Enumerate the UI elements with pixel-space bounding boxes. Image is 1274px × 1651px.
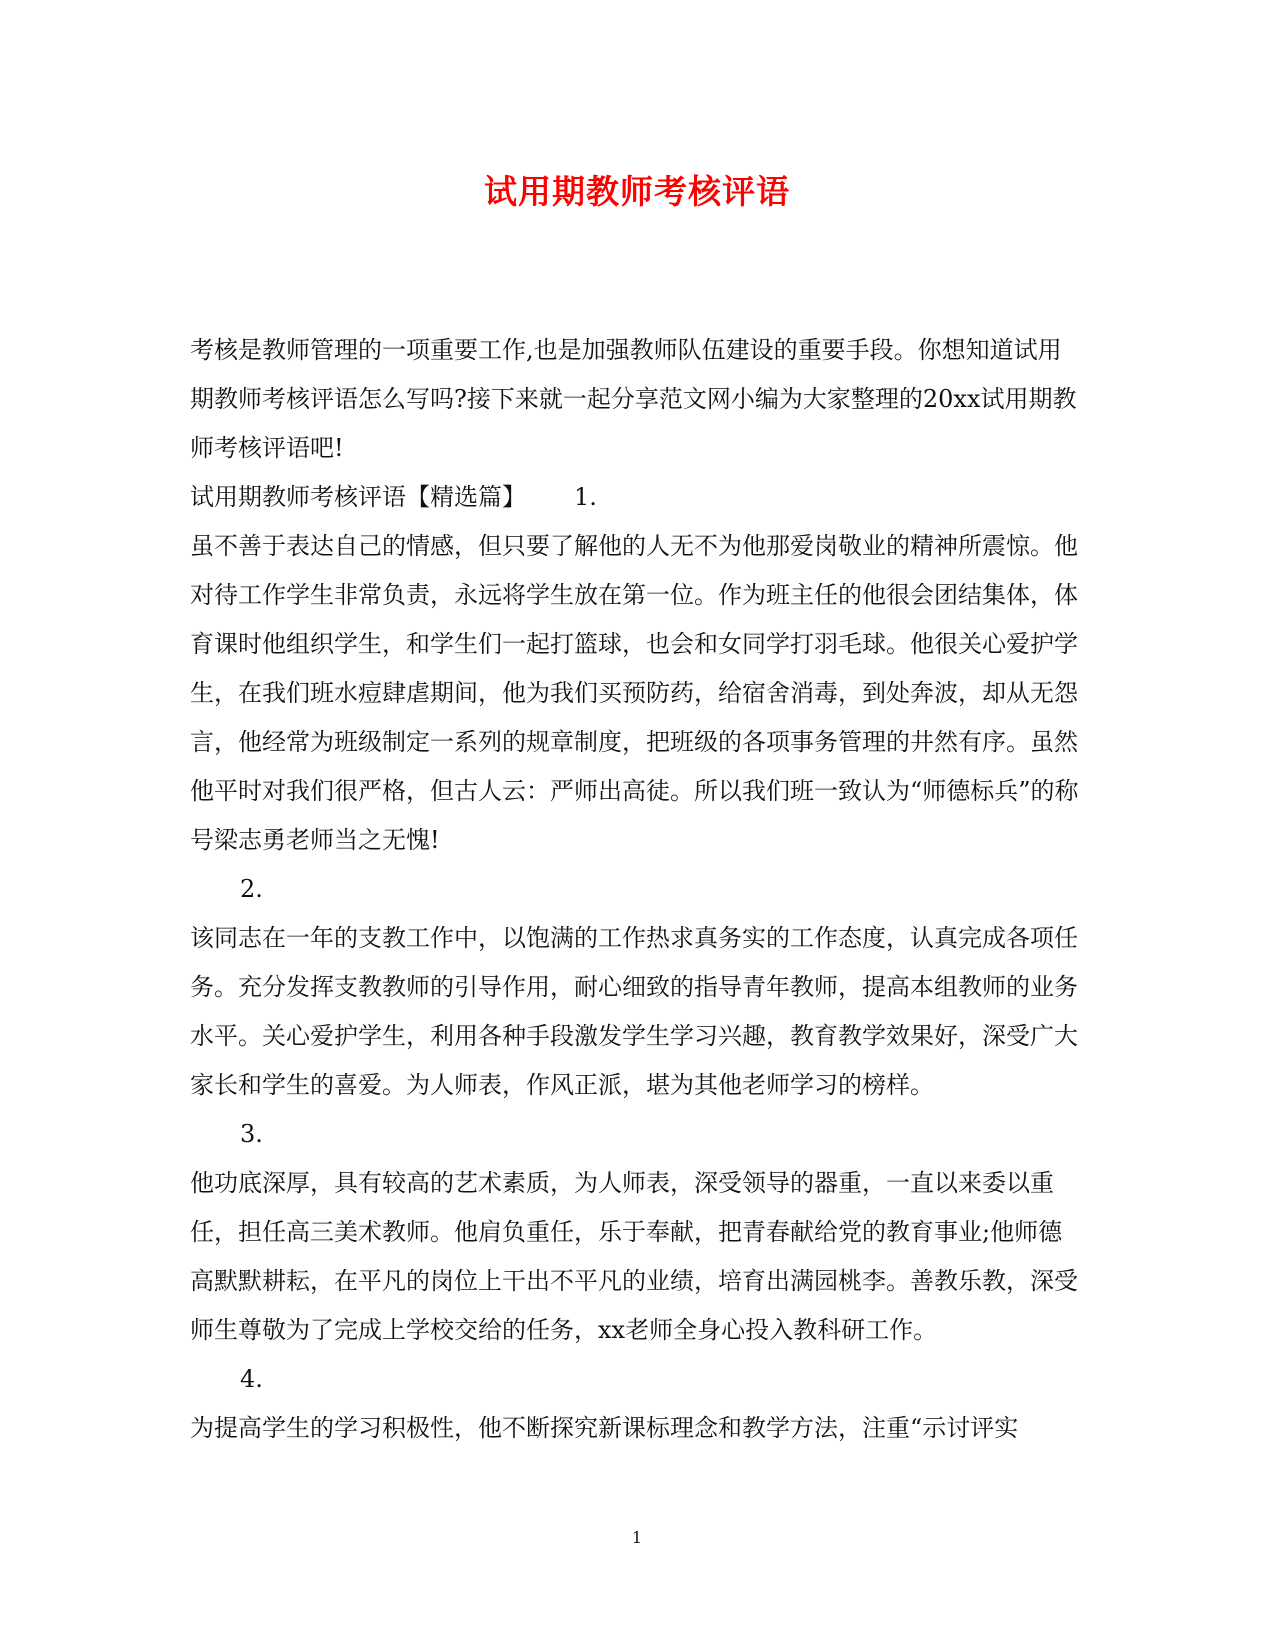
section-heading-line [190,473,1085,522]
item-4-text: 为提高学生的学习积极性，他不断探究新课标理念和教学方法，注重“示讨评实 [190,1414,1019,1442]
item-3-number: 3. [240,1120,263,1148]
item-2-number: 2. [240,875,263,903]
section-heading: 试用期教师考核评语【精选篇】 [190,483,526,511]
item-4-number: 4. [240,1365,263,1393]
document-title: 试用期教师考核评语 [484,172,790,211]
item-1-number: 1. [574,483,597,511]
item-3-text: 他功底深厚，具有较高的艺术素质，为人师表，深受领导的器重，一直以来委以重任，担任高三美术教师。他肩负重任，乐于奉献，把青春献给党的教育事业;他师德高默默耕耘，在平凡的岗位上干出不平凡的业绩，培育出满园桃李。善教乐教，深受师生尊敬为了完成上学校交给的任务，xx老师全身心投入教科研工作。 [190,1169,1078,1344]
item-2-text: 该同志在一年的支教工作中，以饱满的工作热求真务实的工作态度，认真完成各项任务。充分发挥支教教师的引导作用，耐心细致的指导青年教师，提高本组教师的业务水平。关心爱护学生，利用各种手段激发学生学习兴趣，教育教学效果好，深受广大家长和学生的喜爱。为人师表，作风正派，堪为其他老师学习的榜样。 [190,924,1078,1099]
document-body [190,326,1085,1453]
item-1-text: 虽不善于表达自己的情感，但只要了解他的人无不为他那爱岗敬业的精神所震惊。他对待工作学生非常负责，永远将学生放在第一位。作为班主任的他很会团结集体，体育课时他组织学生，和学生们一起打篮球，也会和女同学打羽毛球。他很关心爱护学生，在我们班水痘肆虐期间，他为我们买预防药，给宿舍消毒，到处奔波，却从无怨言，他经常为班级制定一系列的规章制度，把班级的各项事务管理的井然有序。虽然他平时对我们很严格，但古人云：严师出高徒。所以我们班一致认为“师德标兵”的称号梁志勇老师当之无愧! [190,532,1079,854]
intro-paragraph: 考核是教师管理的一项重要工作,也是加强教师队伍建设的重要手段。你想知道试用期教师考核评语怎么写吗?接下来就一起分享范文网小编为大家整理的20xx试用期教师考核评语吧! [190,336,1077,462]
page-number: 1 [631,1528,643,1547]
